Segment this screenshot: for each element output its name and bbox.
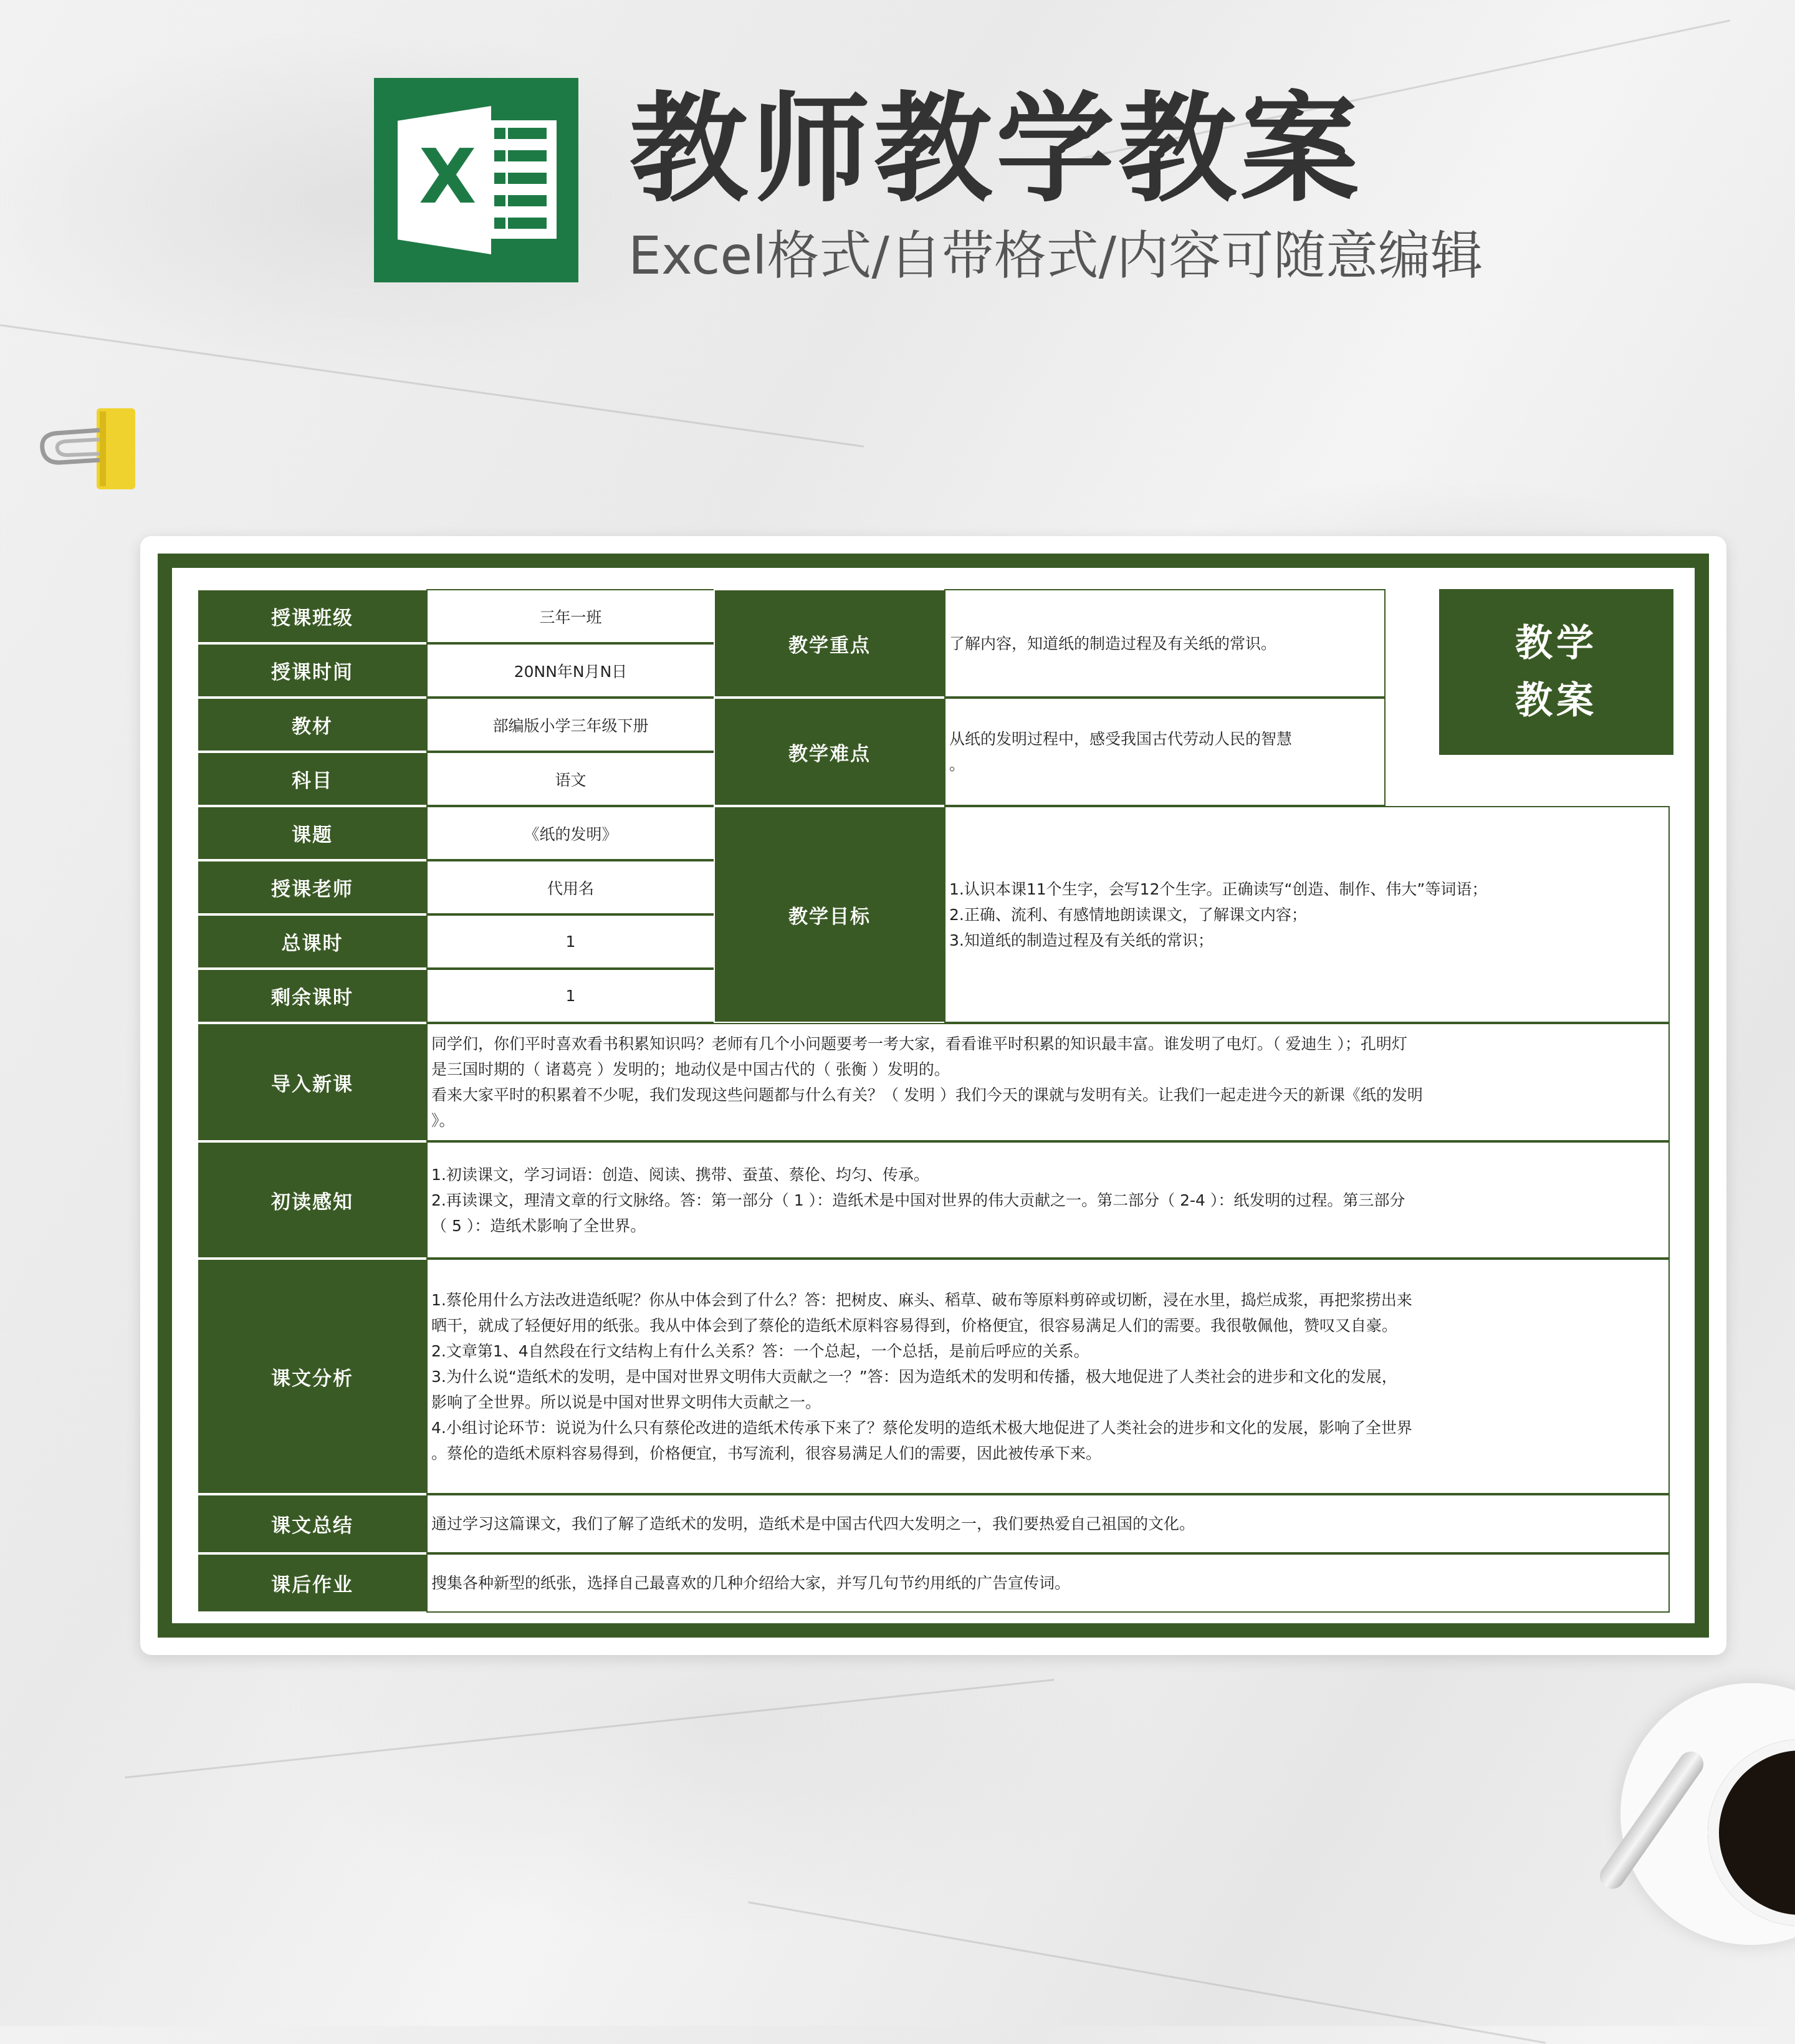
teaching-goals-text[interactable]: 1.认识本课11个生字，会写12个生字。正确读写“创造、制作、伟大”等词语； 2.正确、流利、有感情地朗读课文，了解课文内容； 3.知道纸的制造过程及有关纸的常识； (944, 806, 1670, 1023)
teaching-focus-text[interactable]: 了解内容，知道纸的制造过程及有关纸的常识。 (944, 589, 1386, 698)
label-topic: 课题 (197, 806, 428, 860)
teaching-difficulty-text[interactable]: 从纸的发明过程中，感受我国古代劳动人民的智慧 。 (944, 698, 1386, 806)
value-textbook[interactable]: 部编版小学三年级下册 (426, 698, 715, 752)
excel-logo-icon (374, 78, 578, 282)
label-teaching-focus: 教学重点 (714, 589, 945, 698)
label-total-hours: 总课时 (197, 914, 428, 969)
label-remaining-hours: 剩余课时 (197, 969, 428, 1023)
value-subject[interactable]: 语文 (426, 752, 715, 806)
label-introduction: 导入新课 (197, 1023, 428, 1141)
page-subtitle: Excel格式/自带格式/内容可随意编辑 (628, 225, 1483, 286)
label-teaching-goals: 教学目标 (714, 806, 945, 1023)
text-analysis-text[interactable]: 1.蔡伦用什么方法改进造纸呢？你从中体会到了什么？答：把树皮、麻头、稻草、破布等原料剪碎或切断，浸在水里，捣烂成浆，再把浆捞出来 晒干，就成了轻便好用的纸张。我从中体会到了蔡伦的造纸术原料容易得到，价格便宜，很容易满足人们的需要。我很敬佩他，赞叹又自豪。 2.文章第1、4自然段在行文结构上有什么关系？答：一个总起，一个总括，是前后呼应的关系。 3.为什么说“造纸术的发明，是中国对世界文明伟大贡献之一？”答：因为造纸术的发明和传播，极大地促进了人类社会的进步和文化的发展， 影响了全世界。所以说是中国对世界文明伟大贡献之一。 4.小组讨论环节：说说为什么只有蔡伦改进的造纸术传承下来了？蔡伦发明的造纸术极大地促进了人类社会的进步和文化的发展，影响了全世界 。蔡伦的造纸术原料容易得到，价格便宜，书写流利，很容易满足人们的需要，因此被传承下来。 (426, 1259, 1670, 1494)
lesson-plan-card (140, 536, 1726, 1655)
first-reading-text[interactable]: 1.初读课文，学习词语：创造、阅读、携带、蚕茧、蔡伦、均匀、传承。 2.再读课文，理清文章的行文脉络。答：第一部分（ 1 ）：造纸术是中国对世界的伟大贡献之一。第二部分（ 2-4 ）：纸发明的过程。第三部分 （ 5 ）：造纸术影响了全世界。 (426, 1141, 1670, 1259)
label-textbook: 教材 (197, 698, 428, 752)
marble-vein (125, 1679, 1055, 1778)
card-frame (158, 554, 1709, 1638)
value-class[interactable]: 三年一班 (426, 589, 715, 643)
label-time: 授课时间 (197, 643, 428, 698)
summary-text[interactable]: 通过学习这篇课文，我们了解了造纸术的发明，造纸术是中国古代四大发明之一，我们要热爱自己祖国的文化。 (426, 1494, 1670, 1553)
value-total-hours[interactable]: 1 (426, 914, 715, 969)
badge-line-2: 教案 (1515, 679, 1597, 722)
label-teaching-difficulty: 教学难点 (714, 698, 945, 806)
label-first-reading: 初读感知 (197, 1141, 428, 1259)
binder-clip-icon (37, 405, 143, 492)
value-time[interactable]: 20NN年N月N日 (426, 643, 715, 698)
label-summary: 课文总结 (197, 1494, 428, 1553)
lesson-plan-table (197, 589, 1670, 1602)
logo-letter: X (419, 134, 477, 221)
coffee-cup-icon (1620, 1683, 1795, 1945)
label-homework: 课后作业 (197, 1553, 428, 1613)
label-subject: 科目 (197, 752, 428, 806)
spreadsheet-grid-icon (489, 120, 557, 239)
badge-line-1: 教学 (1515, 621, 1597, 665)
label-text-analysis: 课文分析 (197, 1259, 428, 1494)
value-remaining-hours[interactable]: 1 (426, 969, 715, 1023)
value-teacher[interactable]: 代用名 (426, 860, 715, 914)
value-topic[interactable]: 《纸的发明》 (426, 806, 715, 860)
homework-text[interactable]: 搜集各种新型的纸张，选择自己最喜欢的几种介绍给大家，并写几句节约用纸的广告宣传词。 (426, 1553, 1670, 1613)
lesson-plan-badge (1439, 589, 1673, 755)
marble-vein (748, 1901, 1546, 2044)
page-title: 教师教学教案 (629, 80, 1363, 218)
introduction-text[interactable]: 同学们，你们平时喜欢看书积累知识吗？老师有几个小问题要考一考大家，看看谁平时积累的知识最丰富。谁发明了电灯。（ 爱迪生 ）；孔明灯 是三国时期的（ 诸葛亮 ）发明的；地动仪是中国古代的（ 张衡 ）发明的。 看来大家平时的积累着不少呢，我们发现这些问题都与什么有关？（ 发明 ）我们今天的课就与发明有关。让我们一起走进今天的新课《纸的发明 》。 (426, 1023, 1670, 1141)
label-teacher: 授课老师 (197, 860, 428, 914)
label-class: 授课班级 (197, 589, 428, 643)
